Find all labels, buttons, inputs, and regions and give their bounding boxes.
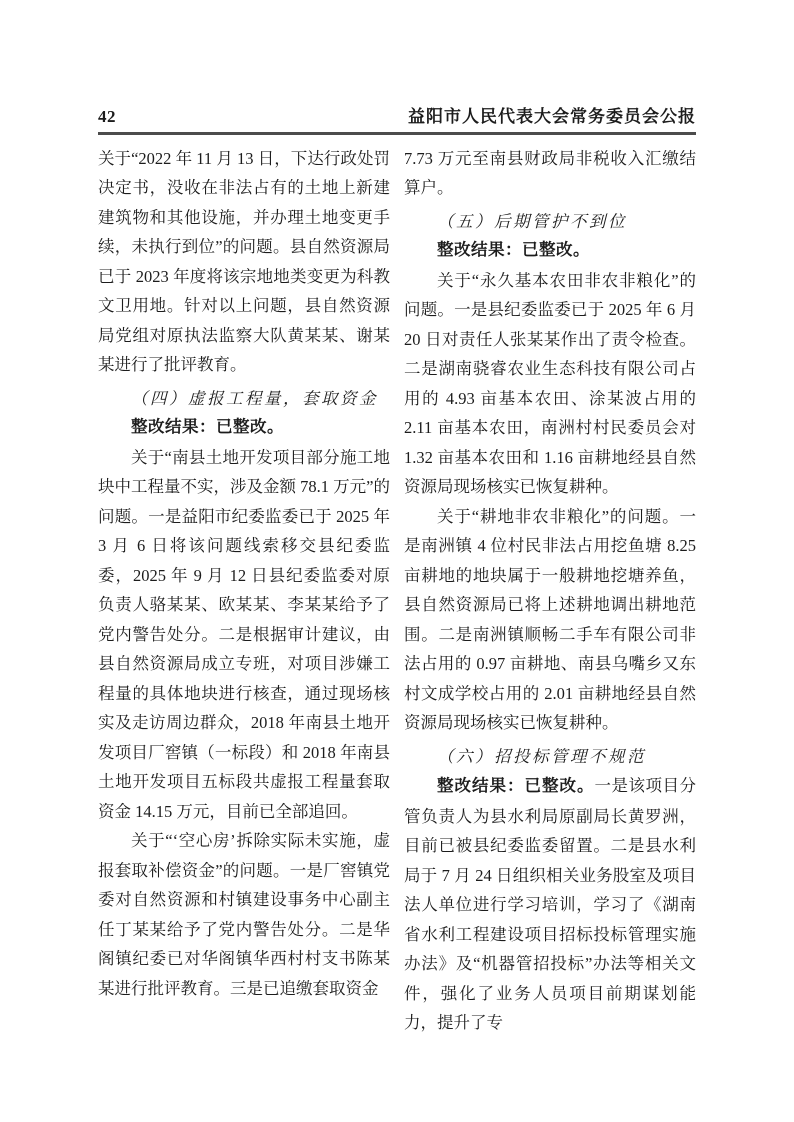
- paragraph: 关于“南县土地开发项目部分施工地块中工程量不实，涉及金额 78.1 万元”的问题。一是益阳市纪委监委已于 2025 年 3 月 6 日将该问题线索移交县纪委监委，2025 年 9 月 12 日县纪委监委对原负责人骆某某、欧某某、李某某给予了党内警告处分。二是根据审计建议，由县自然资源局成立专班，对项目涉嫌工程量的具体地块进行核查，通过现场核实及走访周边群众，2018 年南县土地开发项目厂窖镇（一标段）和 2018 年南县土地开发项目五标段共虚报工程量套取资金 14.15 万元，目前已全部追回。: [98, 447, 390, 821]
- paragraph-with-lead: [404, 771, 696, 1038]
- left-column: [98, 144, 390, 1038]
- paragraph: 关于“永久基本农田非农非粮化”的问题。一是县纪委监委已于 2025 年 6 月 20 日对责任人张某某作出了责令检查。二是湖南骁睿农业生态科技有限公司占用的 4.93 亩基本农田、涂某波占用的 2.11 亩基本农田，南洲村村民委员会对 1.32 亩基本农田和 1.16 亩耕地经县自然资源局现场核实已恢复耕种。: [404, 270, 696, 496]
- result-line: 整改结果：已整改。: [437, 241, 590, 259]
- document-body: [98, 144, 696, 1038]
- paragraph-continuation: 7.73 万元至南县财政局非税收入汇缴结算户。: [404, 148, 696, 197]
- section-heading-5: （五）后期管护不到位: [437, 211, 627, 231]
- section-heading-6: （六）招投标管理不规范: [437, 746, 646, 766]
- paragraph-text: 一是该项目分管负责人为县水利局原副局长黄罗洲，目前已被县纪委监委留置。二是县水利局于 7 月 24 日组织相关业务股室及项目法人单位进行学习培训，学习了《湖南省水利工程建设项目招标投标管理实施办法》及“机器管招投标”办法等相关文件，强化了业务人员项目前期谋划能力，提升了专: [404, 776, 696, 1032]
- page-header: [98, 106, 696, 132]
- result-line: 整改结果：已整改。: [131, 418, 284, 436]
- right-column: [404, 144, 696, 1038]
- paragraph: 关于“‘空心房’拆除实际未实施，虚报套取补偿资金”的问题。一是厂窖镇党委对自然资源和村镇建设事务中心副主任丁某某给予了党内警告处分。二是华阁镇纪委已对华阁镇华西村村支书陈某某进行批评教育。三是已追缴套取资金: [98, 831, 390, 998]
- result-inline-lead: 整改结果：已整改。: [437, 777, 595, 795]
- publication-title: 益阳市人民代表大会常务委员会公报: [408, 107, 696, 126]
- header-rule: [98, 132, 696, 135]
- section-heading-4: （四）虚报工程量，套取资金: [131, 388, 378, 408]
- page-number: 42: [98, 107, 116, 126]
- paragraph-continuation: 关于“2022 年 11 月 13 日，下达行政处罚决定书，没收在非法占有的土地上新建建筑物和其他设施，并办理土地变更手续，未执行到位”的问题。县自然资源局已于 2023 年度将该宗地地类变更为科教文卫用地。针对以上问题，县自然资源局党组对原执法监察大队黄某某、谢某某进行了批评教育。: [98, 148, 390, 374]
- paragraph: 关于“耕地非农非粮化”的问题。一是南洲镇 4 位村民非法占用挖鱼塘 8.25 亩耕地的地块属于一般耕地挖塘养鱼，县自然资源局已将上述耕地调出耕地范围。二是南洲镇顺畅二手车有限公司非法占用的 0.97 亩耕地、南县乌嘴乡又东村文成学校占用的 2.01 亩耕地经县自然资源局现场核实已恢复耕种。: [404, 506, 696, 732]
